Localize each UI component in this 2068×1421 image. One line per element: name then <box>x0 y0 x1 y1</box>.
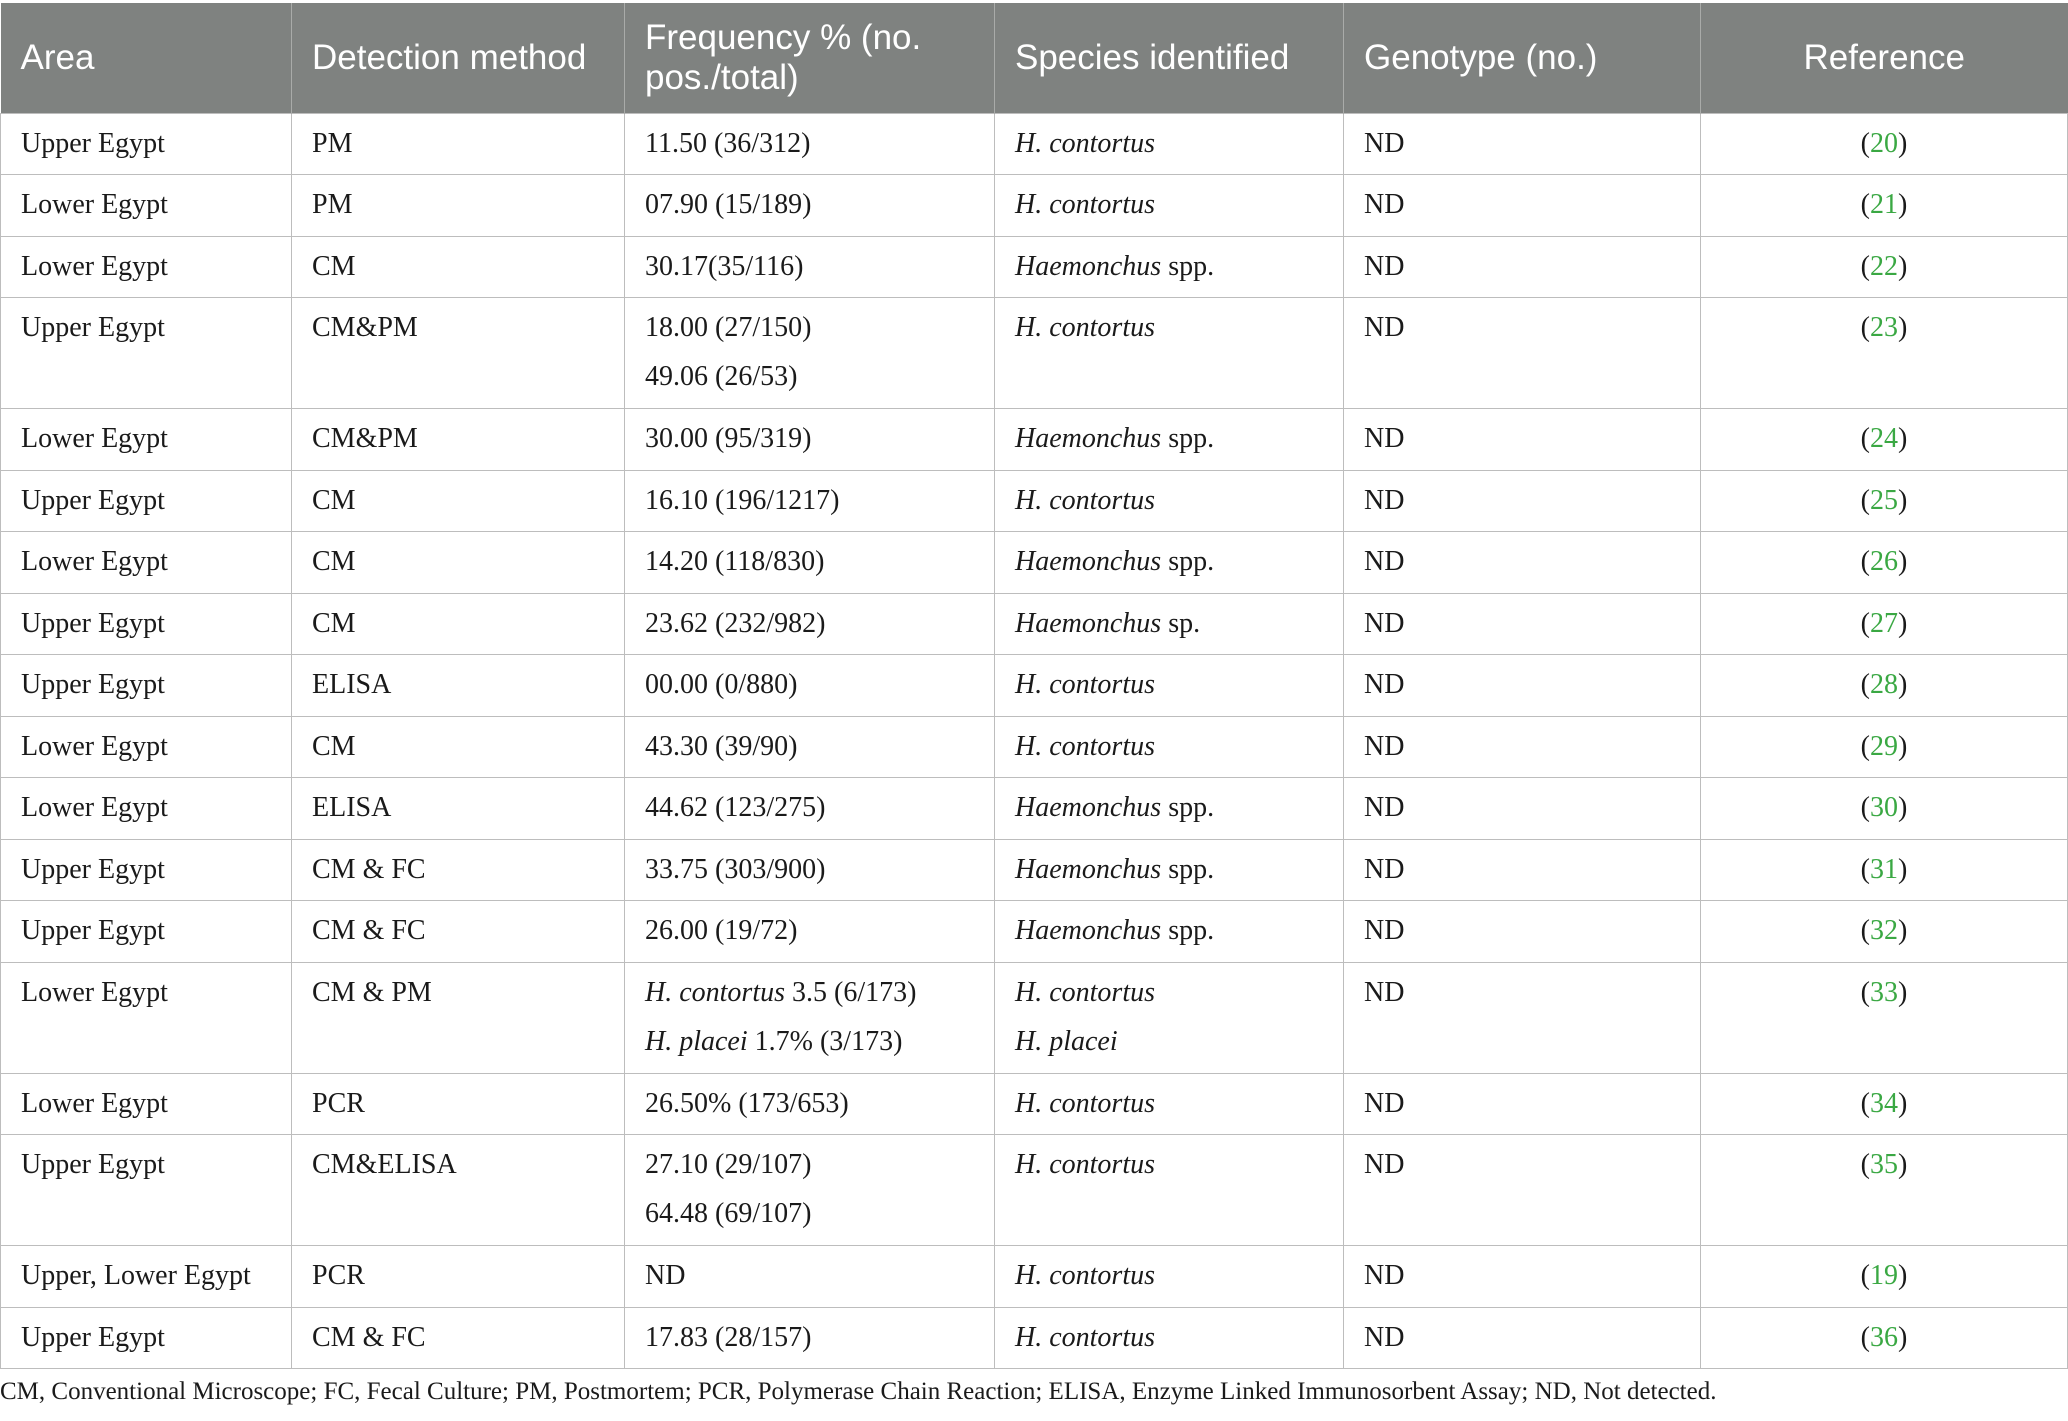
cell-detection-method: PM <box>292 113 625 175</box>
cell-genotype: ND <box>1344 1073 1701 1135</box>
table-header <box>1 3 2068 113</box>
cell-area: Upper Egypt <box>1 1307 292 1369</box>
paren-open: ( <box>1860 484 1870 516</box>
table-row <box>1 962 2068 1073</box>
header-row <box>1 3 2068 113</box>
frequency-line: 11.50 (36/312) <box>645 127 811 159</box>
italic-text: Haemonchus <box>1015 607 1162 639</box>
paren-open: ( <box>1860 250 1870 282</box>
cell-detection-method: CM & PM <box>292 962 625 1073</box>
cell-reference <box>1701 716 2068 778</box>
frequency-line: 49.06 (26/53) <box>645 361 798 392</box>
cell-frequency <box>625 175 995 237</box>
paren-open: ( <box>1860 189 1870 220</box>
cell-detection-method: CM <box>292 470 625 532</box>
reference-link[interactable]: 26 <box>1870 546 1898 577</box>
species-line <box>1015 251 1323 283</box>
table-body <box>1 113 2068 1369</box>
paren-close: ) <box>1898 312 1908 343</box>
header-species: Species identified <box>995 3 1344 113</box>
frequency-line: 17.83 (28/157) <box>645 1321 812 1353</box>
cell-species <box>995 901 1344 963</box>
species-line <box>1015 731 1323 763</box>
cell-genotype: ND <box>1344 1246 1701 1308</box>
italic-text: H. contortus <box>645 976 785 1008</box>
cell-species <box>995 1073 1344 1135</box>
cell-area: Lower Egypt <box>1 1073 292 1135</box>
cell-detection-method: CM <box>292 236 625 298</box>
cell-reference <box>1701 470 2068 532</box>
frequency-line: 14.20 (118/830) <box>645 546 825 577</box>
table-row <box>1 236 2068 298</box>
italic-text: Haemonchus <box>1015 423 1162 454</box>
paren-close: ) <box>1898 423 1908 454</box>
cell-reference <box>1701 175 2068 237</box>
cell-species <box>995 470 1344 532</box>
table-row <box>1 532 2068 594</box>
frequency-line: 43.30 (39/90) <box>645 730 798 762</box>
species-line <box>1015 189 1323 221</box>
cell-reference <box>1701 778 2068 840</box>
species-line <box>1015 669 1323 701</box>
cell-species <box>995 409 1344 471</box>
cell-species <box>995 175 1344 237</box>
table-row <box>1 716 2068 778</box>
cell-genotype: ND <box>1344 962 1701 1073</box>
cell-area: Lower Egypt <box>1 716 292 778</box>
cell-genotype: ND <box>1344 901 1701 963</box>
cell-genotype: ND <box>1344 593 1701 655</box>
cell-detection-method: CM&PM <box>292 409 625 471</box>
cell-frequency <box>625 716 995 778</box>
italic-text: H. contortus <box>1015 127 1155 159</box>
species-line <box>1015 128 1323 160</box>
cell-area: Upper Egypt <box>1 839 292 901</box>
frequency-line: 44.62 (123/275) <box>645 792 826 823</box>
paren-close: ) <box>1898 976 1908 1008</box>
reference-link[interactable]: 24 <box>1870 423 1898 454</box>
cell-species <box>995 716 1344 778</box>
plain-text: sp. <box>1161 607 1201 639</box>
italic-text: H. placei <box>645 1025 748 1057</box>
reference-link[interactable]: 30 <box>1870 792 1898 823</box>
species-line <box>1015 312 1323 344</box>
plain-text: spp. <box>1161 423 1215 454</box>
italic-text: H. contortus <box>1015 1149 1155 1180</box>
italic-text: Haemonchus <box>1015 250 1162 282</box>
italic-text: H. contortus <box>1015 730 1155 762</box>
cell-genotype: ND <box>1344 113 1701 175</box>
table-row <box>1 470 2068 532</box>
reference-link[interactable]: 22 <box>1870 250 1898 282</box>
paren-open: ( <box>1860 312 1870 343</box>
italic-text: H. contortus <box>1015 312 1155 343</box>
cell-species <box>995 113 1344 175</box>
cell-genotype: ND <box>1344 655 1701 717</box>
italic-text: H. contortus <box>1015 1321 1155 1353</box>
reference-link[interactable]: 29 <box>1870 730 1898 762</box>
paren-open: ( <box>1860 669 1870 700</box>
plain-text: spp. <box>1161 853 1215 885</box>
cell-area: Upper Egypt <box>1 470 292 532</box>
plain-text: spp. <box>1161 250 1215 282</box>
paren-open: ( <box>1860 127 1870 159</box>
cell-detection-method: CM & FC <box>292 839 625 901</box>
reference-link[interactable]: 35 <box>1870 1149 1898 1180</box>
paren-close: ) <box>1898 915 1908 946</box>
reference-link[interactable]: 19 <box>1870 1260 1898 1291</box>
frequency-line: 27.10 (29/107) <box>645 1149 812 1180</box>
species-line <box>1015 1322 1323 1354</box>
cell-frequency <box>625 532 995 594</box>
reference-link[interactable]: 33 <box>1870 976 1898 1008</box>
cell-species <box>995 962 1344 1073</box>
paren-close: ) <box>1898 546 1908 577</box>
cell-frequency <box>625 298 995 409</box>
cell-frequency <box>625 1135 995 1246</box>
table-row <box>1 1246 2068 1308</box>
cell-detection-method: CM <box>292 593 625 655</box>
cell-area: Lower Egypt <box>1 409 292 471</box>
paren-close: ) <box>1898 1087 1908 1119</box>
paren-open: ( <box>1860 1149 1870 1180</box>
italic-text: H. contortus <box>1015 669 1155 700</box>
cell-detection-method: CM <box>292 716 625 778</box>
cell-genotype: ND <box>1344 409 1701 471</box>
species-line <box>1015 915 1323 947</box>
cell-reference <box>1701 1135 2068 1246</box>
paren-close: ) <box>1898 730 1908 762</box>
cell-species <box>995 298 1344 409</box>
frequency-line: 26.00 (19/72) <box>645 915 798 946</box>
frequency-line: 30.00 (95/319) <box>645 423 812 454</box>
cell-genotype: ND <box>1344 1307 1701 1369</box>
paren-close: ) <box>1898 127 1908 159</box>
species-line <box>1015 423 1323 455</box>
table-row <box>1 655 2068 717</box>
cell-frequency <box>625 655 995 717</box>
cell-reference <box>1701 236 2068 298</box>
frequency-line: 16.10 (196/1217) <box>645 484 840 516</box>
paren-close: ) <box>1898 1321 1908 1353</box>
reference-link[interactable]: 32 <box>1870 915 1898 946</box>
header-genotype: Genotype (no.) <box>1344 3 1701 113</box>
data-table <box>0 3 2068 1369</box>
cell-reference <box>1701 962 2068 1073</box>
cell-genotype: ND <box>1344 778 1701 840</box>
cell-frequency <box>625 778 995 840</box>
italic-text: Haemonchus <box>1015 853 1162 885</box>
species-line <box>1015 1260 1323 1292</box>
plain-text: 1.7% (3/173) <box>747 1025 903 1057</box>
reference-link[interactable]: 20 <box>1870 127 1898 159</box>
species-line <box>1015 1088 1323 1120</box>
table-row <box>1 593 2068 655</box>
frequency-line: 26.50% (173/653) <box>645 1087 849 1119</box>
header-reference: Reference <box>1701 3 2068 113</box>
species-line <box>1015 1149 1323 1181</box>
cell-frequency <box>625 962 995 1073</box>
paren-open: ( <box>1860 730 1870 762</box>
table-row <box>1 1307 2068 1369</box>
cell-area: Upper Egypt <box>1 298 292 409</box>
species-line <box>1015 1026 1323 1058</box>
paren-close: ) <box>1898 250 1908 282</box>
species-line <box>1015 792 1323 824</box>
plain-text: spp. <box>1161 915 1215 946</box>
cell-area: Lower Egypt <box>1 175 292 237</box>
cell-frequency <box>625 236 995 298</box>
frequency-line: 33.75 (303/900) <box>645 853 826 885</box>
reference-link[interactable]: 25 <box>1870 484 1898 516</box>
cell-reference <box>1701 113 2068 175</box>
table-row <box>1 175 2068 237</box>
reference-link[interactable]: 21 <box>1870 189 1898 220</box>
cell-species <box>995 778 1344 840</box>
cell-area: Upper Egypt <box>1 593 292 655</box>
cell-area: Lower Egypt <box>1 778 292 840</box>
paren-open: ( <box>1860 1260 1870 1291</box>
table-row <box>1 1135 2068 1246</box>
species-line <box>1015 485 1323 517</box>
paren-close: ) <box>1898 1149 1908 1180</box>
cell-frequency <box>625 1307 995 1369</box>
paren-open: ( <box>1860 792 1870 823</box>
cell-reference <box>1701 1307 2068 1369</box>
cell-detection-method: CM & FC <box>292 1307 625 1369</box>
cell-reference <box>1701 901 2068 963</box>
cell-genotype: ND <box>1344 298 1701 409</box>
plain-text: spp. <box>1161 546 1215 577</box>
cell-genotype: ND <box>1344 1135 1701 1246</box>
cell-area: Lower Egypt <box>1 236 292 298</box>
header-detection-method: Detection method <box>292 3 625 113</box>
table-row <box>1 298 2068 409</box>
cell-genotype: ND <box>1344 470 1701 532</box>
cell-reference <box>1701 298 2068 409</box>
cell-genotype: ND <box>1344 716 1701 778</box>
italic-text: Haemonchus <box>1015 792 1162 823</box>
cell-genotype: ND <box>1344 532 1701 594</box>
italic-text: H. contortus <box>1015 976 1155 1008</box>
cell-detection-method: CM&ELISA <box>292 1135 625 1246</box>
cell-frequency <box>625 901 995 963</box>
cell-detection-method: CM&PM <box>292 298 625 409</box>
table-row <box>1 113 2068 175</box>
header-area: Area <box>1 3 292 113</box>
species-line <box>1015 977 1323 1009</box>
table-row <box>1 901 2068 963</box>
cell-frequency <box>625 470 995 532</box>
cell-area: Lower Egypt <box>1 962 292 1073</box>
cell-area: Lower Egypt <box>1 532 292 594</box>
cell-area: Upper Egypt <box>1 901 292 963</box>
cell-area: Upper, Lower Egypt <box>1 1246 292 1308</box>
paren-close: ) <box>1898 853 1908 885</box>
cell-detection-method: ELISA <box>292 778 625 840</box>
table-row <box>1 839 2068 901</box>
frequency-line: 07.90 (15/189) <box>645 189 812 220</box>
frequency-line <box>645 977 974 1009</box>
plain-text: 3.5 (6/173) <box>785 976 917 1008</box>
cell-reference <box>1701 1246 2068 1308</box>
italic-text: Haemonchus <box>1015 546 1162 577</box>
reference-link[interactable]: 34 <box>1870 1087 1898 1119</box>
cell-reference <box>1701 655 2068 717</box>
cell-detection-method: ELISA <box>292 655 625 717</box>
paren-open: ( <box>1860 853 1870 885</box>
cell-species <box>995 839 1344 901</box>
species-line <box>1015 546 1323 578</box>
paren-close: ) <box>1898 484 1908 516</box>
plain-text: spp. <box>1161 792 1215 823</box>
cell-reference <box>1701 593 2068 655</box>
cell-area: Upper Egypt <box>1 1135 292 1246</box>
cell-detection-method: PCR <box>292 1073 625 1135</box>
cell-species <box>995 1246 1344 1308</box>
cell-area: Upper Egypt <box>1 113 292 175</box>
italic-text: H. contortus <box>1015 1087 1155 1119</box>
cell-species <box>995 1135 1344 1246</box>
paren-open: ( <box>1860 915 1870 946</box>
frequency-line: 30.17(35/116) <box>645 250 804 282</box>
cell-detection-method: PCR <box>292 1246 625 1308</box>
cell-reference <box>1701 839 2068 901</box>
cell-genotype: ND <box>1344 839 1701 901</box>
table-row <box>1 778 2068 840</box>
cell-species <box>995 1307 1344 1369</box>
cell-detection-method: PM <box>292 175 625 237</box>
cell-species <box>995 236 1344 298</box>
cell-area: Upper Egypt <box>1 655 292 717</box>
paren-open: ( <box>1860 423 1870 454</box>
reference-link[interactable]: 27 <box>1870 607 1898 639</box>
cell-frequency <box>625 593 995 655</box>
header-frequency: Frequency % (no. pos./total) <box>625 3 995 113</box>
frequency-line <box>645 1026 974 1058</box>
paren-open: ( <box>1860 1321 1870 1353</box>
cell-reference <box>1701 1073 2068 1135</box>
cell-genotype: ND <box>1344 175 1701 237</box>
paren-open: ( <box>1860 546 1870 577</box>
cell-frequency <box>625 1073 995 1135</box>
frequency-line: 64.48 (69/107) <box>645 1198 812 1229</box>
cell-reference <box>1701 409 2068 471</box>
cell-detection-method: CM & FC <box>292 901 625 963</box>
paren-open: ( <box>1860 607 1870 639</box>
cell-species <box>995 593 1344 655</box>
species-line <box>1015 854 1323 886</box>
paren-close: ) <box>1898 792 1908 823</box>
table-row <box>1 409 2068 471</box>
frequency-line: 18.00 (27/150) <box>645 312 812 343</box>
italic-text: Haemonchus <box>1015 915 1162 946</box>
cell-species <box>995 655 1344 717</box>
cell-genotype: ND <box>1344 236 1701 298</box>
cell-species <box>995 532 1344 594</box>
paren-close: ) <box>1898 607 1908 639</box>
species-line <box>1015 608 1323 640</box>
paren-close: ) <box>1898 1260 1908 1291</box>
paren-close: ) <box>1898 669 1908 700</box>
italic-text: H. placei <box>1015 1025 1118 1057</box>
paren-open: ( <box>1860 1087 1870 1119</box>
italic-text: H. contortus <box>1015 1260 1155 1291</box>
paren-open: ( <box>1860 976 1870 1008</box>
frequency-line: ND <box>645 1260 686 1291</box>
reference-link[interactable]: 31 <box>1870 853 1898 885</box>
cell-frequency <box>625 113 995 175</box>
cell-frequency <box>625 1246 995 1308</box>
cell-detection-method: CM <box>292 532 625 594</box>
cell-reference <box>1701 532 2068 594</box>
reference-link[interactable]: 28 <box>1870 669 1898 700</box>
reference-link[interactable]: 36 <box>1870 1321 1898 1353</box>
frequency-line: 23.62 (232/982) <box>645 607 826 639</box>
table-row <box>1 1073 2068 1135</box>
cell-frequency <box>625 839 995 901</box>
reference-link[interactable]: 23 <box>1870 312 1898 343</box>
frequency-line: 00.00 (0/880) <box>645 669 798 700</box>
table-footnote: CM, Conventional Microscope; FC, Fecal Culture; PM, Postmortem; PCR, Polymerase Chain Reaction; ELISA, Enzyme Linked Immunosorbent Assay; ND, Not detected. <box>0 1378 1717 1405</box>
italic-text: H. contortus <box>1015 189 1155 220</box>
paren-close: ) <box>1898 189 1908 220</box>
cell-frequency <box>625 409 995 471</box>
italic-text: H. contortus <box>1015 484 1155 516</box>
